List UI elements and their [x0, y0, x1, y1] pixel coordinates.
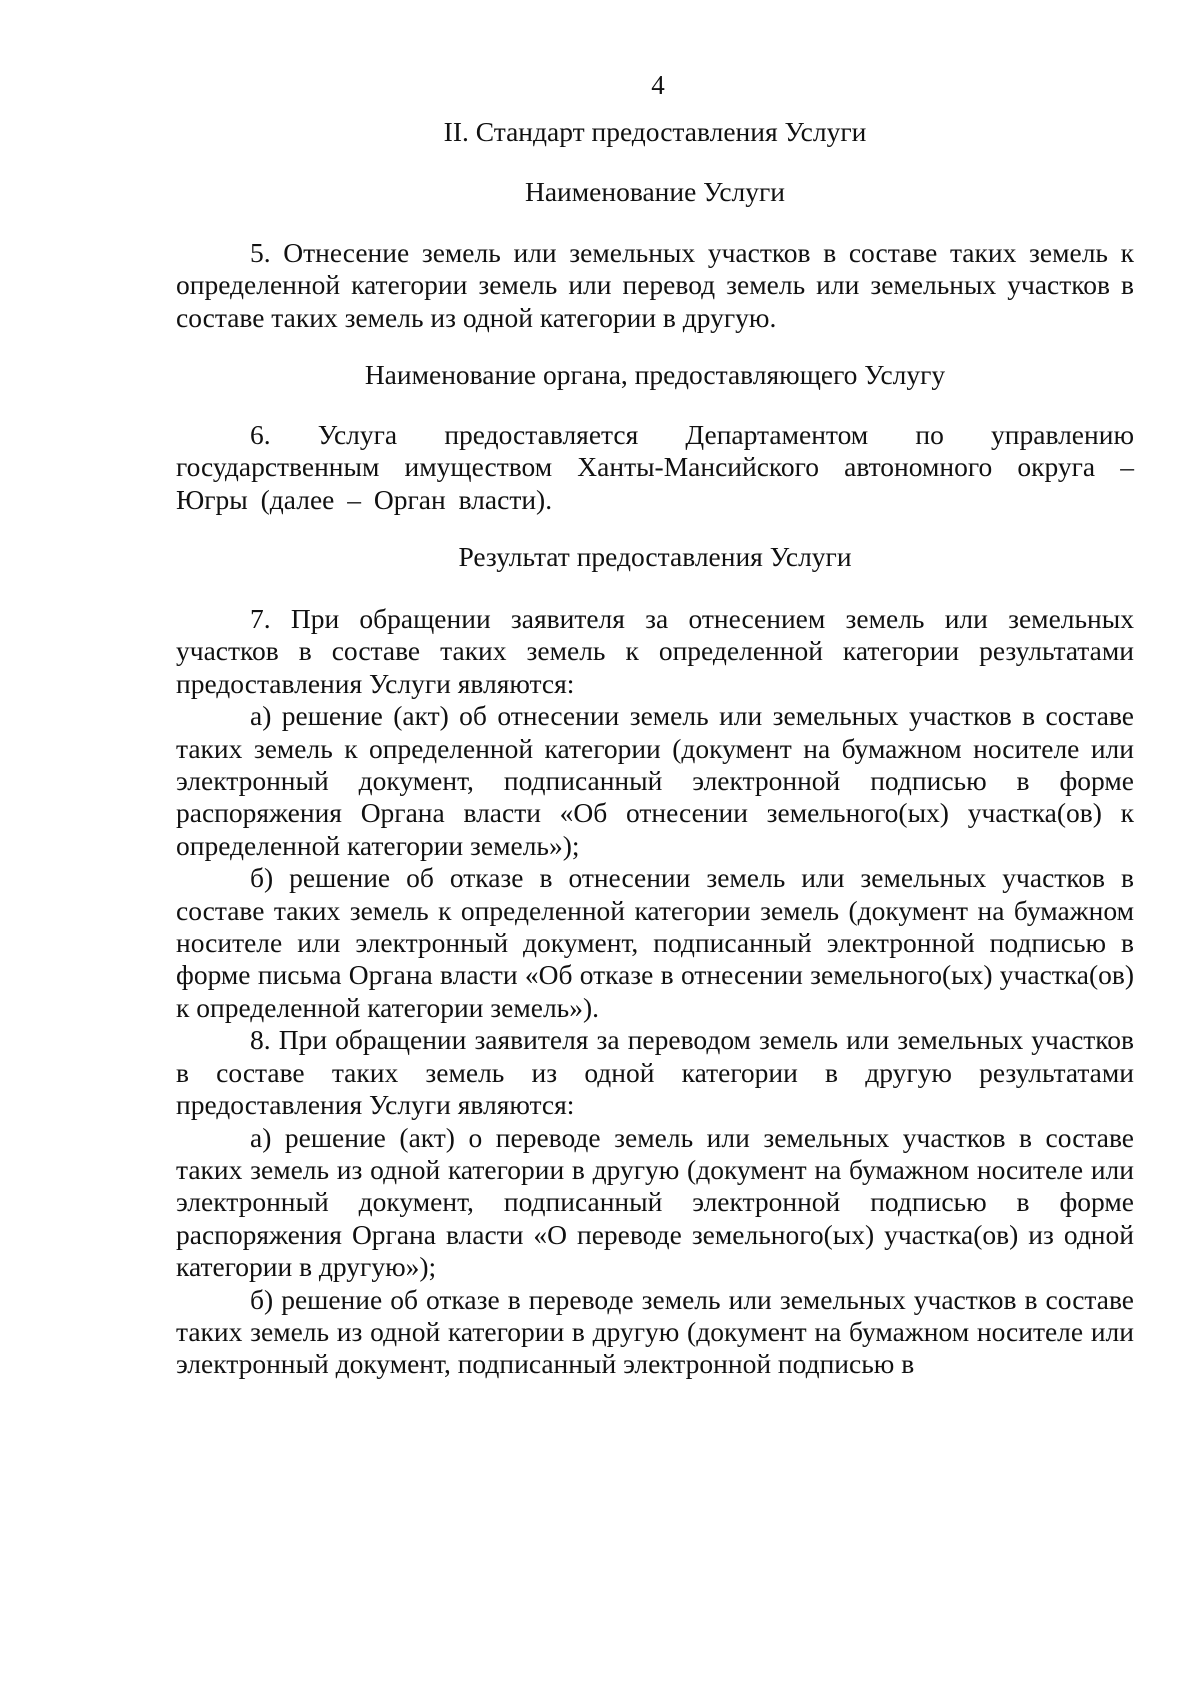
- paragraph-6-block: [176, 419, 1134, 516]
- subheading-result: Результат предоставления Услуги: [458, 541, 852, 572]
- section-title: II. Стандарт предоставления Услуги: [443, 116, 867, 147]
- page-number: 4: [651, 70, 665, 100]
- results-list: [176, 603, 1134, 1381]
- paragraph-8: 8. При обращении заявителя за переводом земель или земельных участков в составе таких земель из одной категории в другую результатами предоставления Услуги являются:: [176, 1024, 1134, 1121]
- paragraph-7b: б) решение об отказе в отнесении земель или земельных участков в составе таких земель к определенной категории земель (документ на бумажном носителе или электронный документ, подписанный электронной подписью в форме письма Органа власти «Об отказе в отнесении земельного(ых) участка(ов) к определенной категории земель»).: [176, 862, 1134, 1023]
- subheading-authority-name: Наименование органа, предоставляющего Услугу: [364, 359, 946, 390]
- paragraph-7: 7. При обращении заявителя за отнесением земель или земельных участков в составе таких земель к определенной категории результатами предоставления Услуги являются:: [176, 603, 1134, 699]
- paragraph-8b: б) решение об отказе в переводе земель или земельных участков в составе таких земель из одной категории в другую (документ на бумажном носителе или электронный документ, подписанный электронной подписью в: [176, 1283, 1134, 1380]
- paragraph-8a: а) решение (акт) о переводе земель или земельных участков в составе таких земель из одной категории в другую (документ на бумажном носителе или электронный документ, подписанный электронной подписью в форме распоряжения Органа власти «О переводе земельного(ых) участка(ов) из одной категории в другую»);: [176, 1121, 1134, 1283]
- paragraph-5-block: [176, 237, 1134, 334]
- paragraph-6: 6. Услуга предоставляется Департаментом по управлению государственным имуществом Ханты-Мансийского автономного округа – Югры (далее – Орган власти).: [176, 419, 1134, 515]
- paragraph-7a: а) решение (акт) об отнесении земель или земельных участков в составе таких земель к определенной категории (документ на бумажном носителе или электронный документ, подписанный электронной подписью в форме распоряжения Органа власти «Об отнесении земельного(ых) участка(ов) к определенной категории земель»);: [176, 700, 1134, 861]
- paragraph-5: 5. Отнесение земель или земельных участков в составе таких земель к определенной категории земель или перевод земель или земельных участков в составе таких земель из одной категории в другую.: [176, 237, 1134, 333]
- subheading-service-name: Наименование Услуги: [524, 176, 786, 207]
